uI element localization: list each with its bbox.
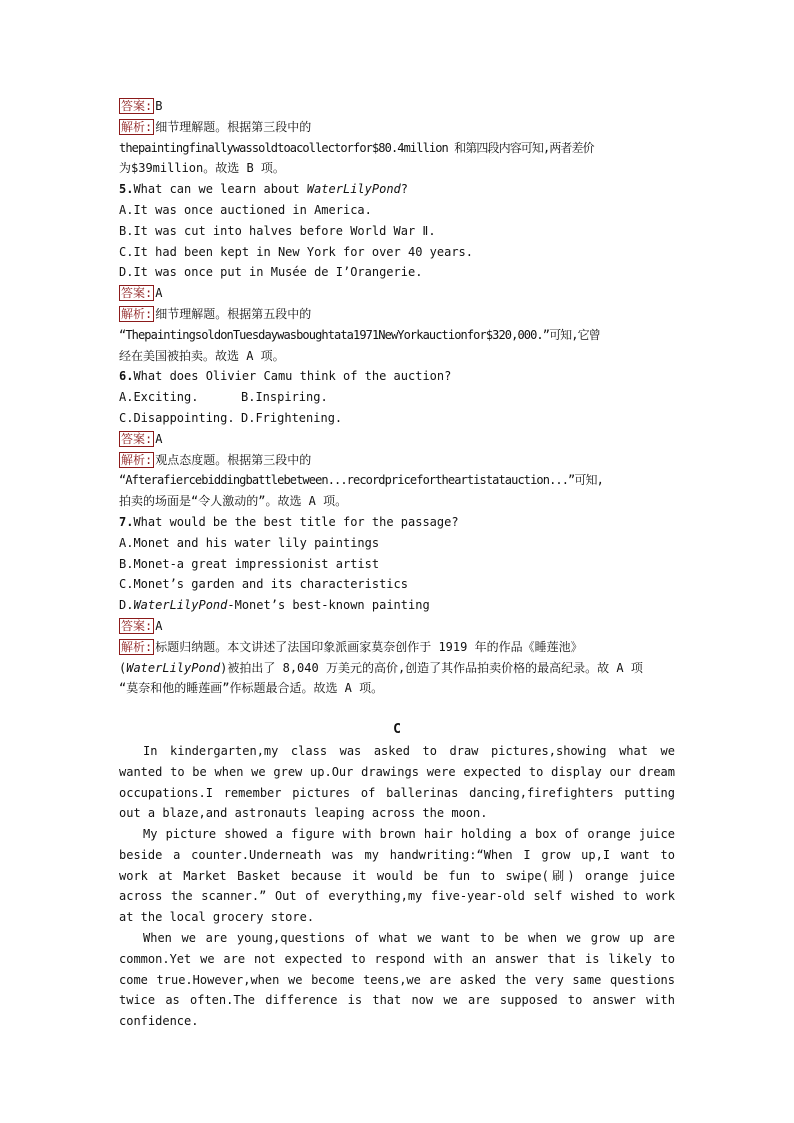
answer-tag: 答案: <box>121 431 153 446</box>
q5-stem-pre: What can we learn about <box>133 182 307 197</box>
section-heading: C <box>393 722 401 738</box>
q6-answer: A <box>155 431 163 446</box>
spacer <box>119 699 675 720</box>
q5-number: 5. <box>119 182 134 197</box>
answer-tag: 答案: <box>121 99 153 113</box>
q6-option-c: C.Disappointing. <box>119 410 235 425</box>
q7-option-a: A.Monet and his water lily paintings <box>119 535 380 550</box>
q7-answer: A <box>155 618 163 633</box>
q6-analysis-line <box>119 450 675 471</box>
q7-option-d-italic: WaterLilyPond <box>133 598 228 613</box>
q7-analysis-line2 <box>119 658 675 679</box>
q7-option-d-post: -Monet’s best-known painting <box>227 598 430 613</box>
q6-options-row2 <box>119 408 675 429</box>
q5-option-b: B.It was cut into halves before World War Ⅱ. <box>119 223 436 238</box>
q5-option-d: D.It was once put in Musée de I’Orangerie. <box>119 265 423 280</box>
analysis-tag: 解析: <box>121 119 153 134</box>
q7-stem <box>119 512 675 533</box>
q6-answer-line <box>119 429 675 450</box>
q4-analysis-line3: 为$39million。故选 B 项。 <box>119 161 285 176</box>
q5-analysis-text: 细节理解题。根据第五段中的 <box>155 306 312 321</box>
q7-analysis-line3: “莫奈和他的睡莲画”作标题最合适。故选 A 项。 <box>119 681 384 696</box>
document-page <box>119 96 675 1032</box>
q6-option-b: B.Inspiring. <box>241 390 328 405</box>
q7-answer-line <box>119 616 675 637</box>
analysis-tag: 解析: <box>121 452 153 467</box>
q4-answer-line <box>119 96 675 117</box>
q6-stem-text: What does Olivier Camu think of the auction? <box>133 369 452 384</box>
q5-stem-italic: WaterLilyPond <box>306 182 401 197</box>
q7-number: 7. <box>119 514 134 529</box>
q6-stem <box>119 366 675 387</box>
q6-option-a: A.Exciting. <box>119 390 199 405</box>
q5-option-c: C.It had been kept in New York for over 40 years. <box>119 244 474 259</box>
q6-analysis-text: 观点态度题。根据第三段中的 <box>155 452 312 467</box>
q7-option-d-pre: D. <box>119 598 134 613</box>
q6-option-d: D.Frightening. <box>241 410 343 425</box>
q7-stem-text: What would be the best title for the passage? <box>133 514 459 529</box>
q5-analysis-line <box>119 304 675 325</box>
q5-analysis-line2: “ThepaintingsoldonTuesdaywasboughtata1971NewYorkauctionfor$320,000.”可知,它曾 <box>119 327 600 342</box>
analysis-tag: 解析: <box>121 306 153 321</box>
q6-number: 6. <box>119 369 134 384</box>
q5-answer: A <box>155 286 163 301</box>
answer-tag: 答案: <box>121 618 153 633</box>
q5-answer-line <box>119 283 675 304</box>
q6-options-row1 <box>119 387 675 408</box>
q5-stem <box>119 179 675 200</box>
answer-tag: 答案: <box>121 286 153 301</box>
q5-option-a: A.It was once auctioned in America. <box>119 202 372 217</box>
q7-analysis-line2-pre: ( <box>119 660 127 675</box>
q7-analysis-text: 标题归纳题。本文讲述了法国印象派画家莫奈创作于 1919 年的作品《睡莲池》 <box>155 639 583 654</box>
q4-analysis-line <box>119 117 675 138</box>
q5-stem-post: ? <box>400 182 408 197</box>
passage-paragraph-2: My picture showed a figure with brown hair holding a box of orange juice beside a counter.Underneath was my handwriting:“When I grow up,I want to work at Market Basket because it would be fun to swipe(刷) orange juice across the scanner.” Out of everything,my five-year-old self wished to work at the local grocery store. <box>119 827 675 925</box>
q4-analysis-line2: thepaintingfinallywassoldtoacollectorfor$80.4million 和第四段内容可知,两者差价 <box>119 140 594 155</box>
q4-answer: B <box>155 99 163 113</box>
q5-analysis-line3: 经在美国被拍卖。故选 A 项。 <box>119 348 285 363</box>
analysis-tag: 解析: <box>121 639 153 654</box>
passage-paragraph-3: When we are young,questions of what we want to be when we grow up are common.Yet we are not expected to respond with an answer that is likely to come true.However,when we become teens,we are asked the very same questions twice as often.The difference is that now we are supposed to answer with confidence. <box>119 931 675 1029</box>
q4-analysis-text: 细节理解题。根据第三段中的 <box>155 119 312 134</box>
q7-analysis-line2-post: )被拍出了 8,040 万美元的高价,创造了其作品拍卖价格的最高纪录。故 A 项 <box>220 660 643 675</box>
q7-analysis-line <box>119 637 675 658</box>
q7-option-d <box>119 595 675 616</box>
q7-option-b: B.Monet-a great impressionist artist <box>119 556 380 571</box>
q7-option-c: C.Monet’s garden and its characteristics <box>119 577 408 592</box>
q6-analysis-line2: “Afterafiercebiddingbattlebetween...recordpricefortheartistatauction...”可知, <box>119 473 603 488</box>
q7-analysis-line2-italic: WaterLilyPond <box>126 660 221 675</box>
q6-analysis-line3: 拍卖的场面是“令人激动的”。故选 A 项。 <box>119 494 348 509</box>
passage-paragraph-1: In kindergarten,my class was asked to draw pictures,showing what we wanted to be when we grew up.Our drawings were expected to display our dream occupations.I remember pictures of ballerinas dancing,firefighters putting out a blaze,and astronauts leaping across the moon. <box>119 743 675 821</box>
